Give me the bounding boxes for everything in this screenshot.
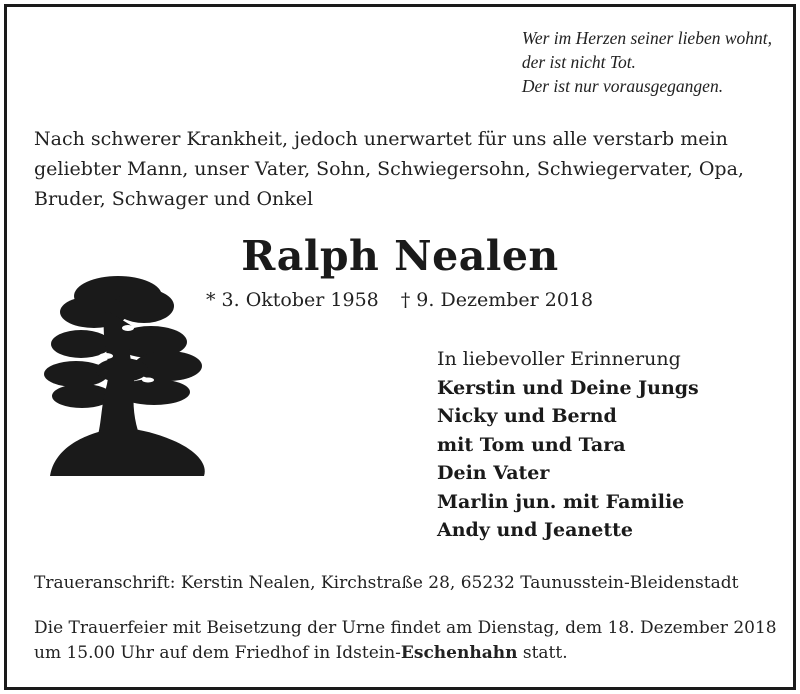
ceremony-line: Die Trauerfeier mit Beisetzung der Urne findet am Dienstag, dem 18. Dezember 2018: [34, 618, 777, 638]
poem-line: Wer im Herzen seiner lieben wohnt,: [521, 28, 772, 48]
birth-date: * 3. Oktober 1958: [206, 289, 379, 311]
poem-line: der ist nicht Tot.: [521, 52, 636, 72]
bonsai-tree-icon: [36, 270, 214, 510]
ceremony-text: statt.: [517, 643, 568, 663]
mourner-name: Kerstin und Deine Jungs: [437, 376, 699, 399]
memorial-poem: [522, 26, 772, 98]
ceremony-info: [34, 616, 779, 666]
ceremony-place: Eschenhahn: [400, 643, 518, 663]
intro-text: [34, 124, 774, 214]
mourner-name: Andy und Jeanette: [437, 519, 633, 541]
intro-line: Bruder, Schwager und Onkel: [34, 188, 314, 210]
life-dates: [206, 289, 593, 311]
mourner-name: Nicky und Bernd: [437, 405, 617, 427]
intro-line: Nach schwerer Krankheit, jedoch unerwartet für uns alle verstarb mein: [34, 128, 728, 150]
death-date: † 9. Dezember 2018: [400, 289, 594, 311]
poem-line: Der ist nur vorausgegangen.: [521, 76, 724, 96]
ceremony-text: um 15.00 Uhr auf dem Friedhof in Idstein-: [34, 643, 401, 663]
mourner-name: Dein Vater: [437, 462, 550, 484]
mourner-name: Marlin jun. mit Familie: [437, 490, 685, 513]
intro-line: geliebter Mann, unser Vater, Sohn, Schwiegersohn, Schwiegervater, Opa,: [34, 158, 744, 180]
condolence-address: Traueranschrift: Kerstin Nealen, Kirchstraße 28, 65232 Taunusstein-Bleidenstadt: [34, 573, 739, 593]
ceremony-line: [34, 641, 779, 666]
mourners-lead: In liebevoller Erinnerung: [437, 348, 681, 370]
mourner-name: mit Tom und Tara: [437, 433, 626, 456]
deceased-name: Ralph Nealen: [241, 232, 559, 280]
mourners-list: [437, 345, 699, 545]
